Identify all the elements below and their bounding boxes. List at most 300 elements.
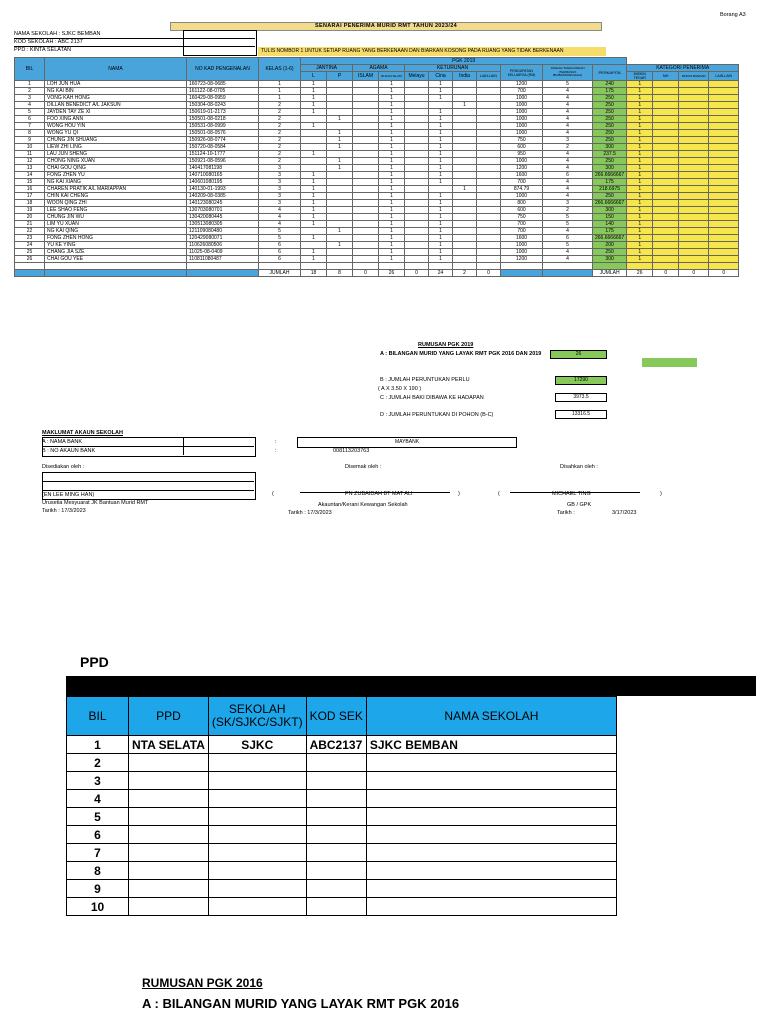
cell-kelas: 2: [259, 102, 301, 109]
account-no-label: B : NO AKAUN BANK: [42, 448, 96, 454]
ppd-cell-ppd: [129, 790, 209, 808]
cell-perkapita: 237.5: [593, 151, 627, 158]
cell-k2: [653, 165, 679, 172]
cell-india: [453, 81, 477, 88]
cell-pendapatan: 1600: [501, 235, 543, 242]
cell-bukan: 1: [379, 221, 405, 228]
signer1-date: Tarikh : 17/3/2023: [42, 508, 86, 514]
cell-k2: [653, 109, 679, 116]
cell-l: 1: [301, 102, 327, 109]
header-kelas: KELAS (1-6): [259, 58, 301, 81]
cell-kelas: 1: [259, 81, 301, 88]
cell-k4: [709, 95, 739, 102]
ppd-cell-kod: [306, 754, 366, 772]
cell-k2: [653, 151, 679, 158]
cell-p: [327, 249, 353, 256]
cell-mt: 1: [627, 193, 653, 200]
cell-p: 1: [327, 158, 353, 165]
cell-k4: [709, 249, 739, 256]
cell-melayu: [405, 179, 429, 186]
cell-ic: 121109080480: [187, 228, 259, 235]
total-lain: 0: [477, 270, 501, 277]
cell-tanggungan: 3: [543, 200, 593, 207]
header-l: L: [301, 72, 327, 81]
cell-k4: [709, 158, 739, 165]
ppd-header-sekolah: SEKOLAH (SK/SJKC/SJKT): [208, 697, 306, 736]
cell-kelas: 5: [259, 235, 301, 242]
cell-tanggungan: 5: [543, 221, 593, 228]
ppd-cell-kod: ABC2137: [306, 736, 366, 754]
table-row: [15, 102, 739, 109]
cell-cina: 1: [429, 214, 453, 221]
cell-tanggungan: 2: [543, 207, 593, 214]
cell-perkapita: 250: [593, 116, 627, 123]
cell-tanggungan: 4: [543, 256, 593, 263]
cell-k4: [709, 179, 739, 186]
cell-mt: 1: [627, 88, 653, 95]
cell-lain: [477, 207, 501, 214]
cell-ic: 11025-08-0409: [187, 249, 259, 256]
cell-ic: 150720-08-0584: [187, 144, 259, 151]
cell-l: [301, 242, 327, 249]
cell-pendapatan: 1200: [501, 81, 543, 88]
ppd-cell-bil: 9: [67, 880, 129, 898]
cell-k4: [709, 102, 739, 109]
akaun-heading: MAKLUMAT AKAUN SEKOLAH: [42, 430, 123, 436]
signer2-date: Tarikh : 17/3/2023: [288, 510, 332, 516]
cell-perkapita: 266.6666667: [593, 235, 627, 242]
cell-tanggungan: 6: [543, 235, 593, 242]
cell-tanggungan: 4: [543, 193, 593, 200]
cell-lain: [477, 249, 501, 256]
cell-nama: FONG ZHEN YU: [45, 172, 187, 179]
table-row: [15, 242, 739, 249]
cell-bukan: 1: [379, 200, 405, 207]
disemak-label: Disemak oleh :: [345, 464, 382, 470]
ppd-cell-kod: [306, 862, 366, 880]
cell-pendapatan: 1000: [501, 193, 543, 200]
ppd-header-nama: NAMA SEKOLAH: [366, 697, 616, 736]
cell-mt: 1: [627, 158, 653, 165]
table-row: [15, 151, 739, 158]
cell-bil: 14: [15, 172, 45, 179]
rumusan-c-label: C : JUMLAH BAKI DIBAWA KE HADAPAN: [380, 395, 484, 401]
cell-pendapatan: 1200: [501, 165, 543, 172]
cell-p: 1: [327, 130, 353, 137]
cell-l: 1: [301, 186, 327, 193]
cell-tanggungan: 4: [543, 179, 593, 186]
cell-k2: [653, 221, 679, 228]
cell-lain: [477, 88, 501, 95]
cell-l: 1: [301, 207, 327, 214]
cell-ic: 120429080071: [187, 235, 259, 242]
cell-perkapita: 300: [593, 165, 627, 172]
rumusan-c-value: 3973.5: [555, 393, 607, 402]
cell-nama: CHUNG JIN SHUANG: [45, 137, 187, 144]
ppd-row: [67, 772, 617, 790]
ppd-cell-sekolah: SJKC: [208, 736, 306, 754]
cell-l: 1: [301, 200, 327, 207]
cell-cina: 1: [429, 165, 453, 172]
cell-p: [327, 235, 353, 242]
cell-l: 1: [301, 235, 327, 242]
cell-melayu: [405, 172, 429, 179]
cell-lain: [477, 81, 501, 88]
cell-k4: [709, 172, 739, 179]
cell-islam: [353, 235, 379, 242]
divider: [42, 490, 254, 491]
cell-india: [453, 130, 477, 137]
total-label: JUMLAH: [259, 270, 301, 277]
cell-bil: 2: [15, 88, 45, 95]
divider: [14, 46, 255, 47]
page-title: SENARAI PENERIMA MURID RMT TAHUN 2023/24: [170, 22, 602, 31]
cell-p: [327, 193, 353, 200]
signer2-role: Akauntan/Kerani Kewangan Sekolah: [318, 502, 408, 508]
cell-nama: CHAI GOU YEE: [45, 256, 187, 263]
cell-ic: 110626080506: [187, 242, 259, 249]
total-islam: 0: [353, 270, 379, 277]
table-row: [15, 130, 739, 137]
cell-nama: CHONG NING XUAN: [45, 158, 187, 165]
cell-mt: 1: [627, 186, 653, 193]
cell-pendapatan: 1000: [501, 102, 543, 109]
cell-perkapita: 250: [593, 102, 627, 109]
blank-cell: [379, 263, 405, 270]
cell-india: [453, 88, 477, 95]
ppd-cell-kod: [306, 898, 366, 916]
cell-l: [301, 130, 327, 137]
blank-cell: [429, 263, 453, 270]
cell-mt: 1: [627, 95, 653, 102]
cell-islam: [353, 137, 379, 144]
cell-perkapita: 300: [593, 256, 627, 263]
cell-k4: [709, 88, 739, 95]
cell-nama: CHIN KAI CHENG: [45, 193, 187, 200]
cell-nama: NG KAI XIANG: [45, 179, 187, 186]
table-row: [15, 144, 739, 151]
table-row: [15, 81, 739, 88]
cell-k3: [679, 116, 709, 123]
cell-islam: [353, 207, 379, 214]
header-ic: NO KAD PENGENALAN: [187, 58, 259, 81]
cell-tanggungan: 5: [543, 242, 593, 249]
ppd-cell-ppd: [129, 880, 209, 898]
cell-lain: [477, 95, 501, 102]
ppd-row: [67, 754, 617, 772]
cell-k2: [653, 130, 679, 137]
signer1-name: (EN LEE MING HAN): [42, 492, 95, 498]
ppd-row: [67, 790, 617, 808]
cell-tanggungan: 4: [543, 158, 593, 165]
cell-ic: 160429-08-0959: [187, 95, 259, 102]
cell-mt: 1: [627, 81, 653, 88]
ppd-cell-bil: 3: [67, 772, 129, 790]
ppd-cell-kod: [306, 880, 366, 898]
ppd-header-bil: BIL: [67, 697, 129, 736]
cell-mt: 1: [627, 109, 653, 116]
cell-melayu: [405, 186, 429, 193]
cell-perkapita: 266.6666667: [593, 172, 627, 179]
blank-cell: [477, 263, 501, 270]
cell-melayu: [405, 200, 429, 207]
cell-islam: [353, 158, 379, 165]
signer3-date-label: Tarikh :: [557, 510, 575, 516]
cell-bukan: 1: [379, 179, 405, 186]
cell-bukan: 1: [379, 193, 405, 200]
cell-p: [327, 95, 353, 102]
cell-tanggungan: 4: [543, 130, 593, 137]
cell-k3: [679, 193, 709, 200]
cell-perkapita: 300: [593, 207, 627, 214]
cell-pendapatan: 874.79: [501, 186, 543, 193]
cell-islam: [353, 186, 379, 193]
cell-india: [453, 151, 477, 158]
cell-ic: 161122-08-0705: [187, 88, 259, 95]
cell-bil: 20: [15, 214, 45, 221]
cell-mt: 1: [627, 214, 653, 221]
cell-k3: [679, 242, 709, 249]
cell-melayu: [405, 158, 429, 165]
cell-perkapita: 250: [593, 158, 627, 165]
cell-l: 1: [301, 95, 327, 102]
cell-tanggungan: 4: [543, 228, 593, 235]
cell-k2: [653, 123, 679, 130]
colon: :: [275, 439, 277, 445]
total-blank: [187, 270, 259, 277]
cell-bil: 10: [15, 144, 45, 151]
cell-islam: [353, 130, 379, 137]
header-lain: LAIN-LAIN: [477, 72, 501, 81]
cell-nama: WONG HOU YIN: [45, 123, 187, 130]
cell-l: 1: [301, 109, 327, 116]
cell-k3: [679, 256, 709, 263]
cell-cina: 1: [429, 158, 453, 165]
cell-bil: 8: [15, 130, 45, 137]
header-kat3: MISKIN BANDAR: [679, 72, 709, 81]
table-row: [15, 186, 739, 193]
cell-bukan: 1: [379, 256, 405, 263]
cell-perkapita: 175: [593, 228, 627, 235]
rumusan-d-label: D : JUMLAH PERUNTUKAN DI POHON (B-C): [380, 412, 494, 418]
ppd-cell-bil: 2: [67, 754, 129, 772]
header-cina: Cina: [429, 72, 453, 81]
cell-ic: 150501-08-0576: [187, 130, 259, 137]
cell-melayu: [405, 95, 429, 102]
total-melayu: 0: [405, 270, 429, 277]
cell-bukan: 1: [379, 235, 405, 242]
cell-cina: 1: [429, 144, 453, 151]
cell-nama: FONG ZHEN HONG: [45, 235, 187, 242]
table-row: [15, 256, 739, 263]
total-blank: [501, 270, 543, 277]
table-row: [15, 235, 739, 242]
cell-kelas: 4: [259, 221, 301, 228]
cell-islam: [353, 256, 379, 263]
cell-p: 1: [327, 242, 353, 249]
cell-bukan: 1: [379, 95, 405, 102]
ppd-cell-kod: [306, 772, 366, 790]
cell-india: [453, 242, 477, 249]
ppd-cell-sekolah: [208, 844, 306, 862]
cell-ic: 130513080305: [187, 221, 259, 228]
cell-k3: [679, 249, 709, 256]
cell-ic: 160723-08-0685: [187, 81, 259, 88]
ppd-cell-ppd: [129, 844, 209, 862]
cell-cina: 1: [429, 179, 453, 186]
cell-k2: [653, 81, 679, 88]
cell-p: [327, 200, 353, 207]
cell-k2: [653, 207, 679, 214]
cell-india: [453, 221, 477, 228]
ppd-cell-sekolah: [208, 772, 306, 790]
header-melayu: Melayu: [405, 72, 429, 81]
cell-p: [327, 256, 353, 263]
cell-melayu: [405, 109, 429, 116]
blank-cell: [709, 263, 739, 270]
cell-bil: 18: [15, 200, 45, 207]
cell-kelas: 2: [259, 144, 301, 151]
cell-l: [301, 228, 327, 235]
cell-cina: [429, 102, 453, 109]
cell-tanggungan: 4: [543, 109, 593, 116]
ppd-cell-nama: [366, 844, 616, 862]
cell-k3: [679, 172, 709, 179]
rumusan-a-label: A : BILANGAN MURID YANG LAYAK RMT PGK 2016 DAN 2019: [380, 351, 542, 357]
cell-mt: 1: [627, 228, 653, 235]
cell-pendapatan: 1000: [501, 109, 543, 116]
cell-bil: 25: [15, 249, 45, 256]
cell-bil: 4: [15, 102, 45, 109]
cell-cina: 1: [429, 81, 453, 88]
cell-k4: [709, 200, 739, 207]
total-label2: JUMLAH: [593, 270, 627, 277]
cell-k3: [679, 137, 709, 144]
ppd-cell-bil: 7: [67, 844, 129, 862]
ppd-cell-sekolah: [208, 826, 306, 844]
cell-kelas: 2: [259, 123, 301, 130]
cell-nama: LAU JUN SHENG: [45, 151, 187, 158]
cell-bil: 6: [15, 116, 45, 123]
cell-ic: 140601080195: [187, 179, 259, 186]
cell-kelas: 2: [259, 116, 301, 123]
cell-k3: [679, 228, 709, 235]
header-islam: ISLAM: [353, 72, 379, 81]
cell-bukan: 1: [379, 172, 405, 179]
cell-india: [453, 137, 477, 144]
cell-bil: 3: [15, 95, 45, 102]
rumusan-b-label: B : JUMLAH PERUNTUKAN PERLU: [380, 377, 470, 383]
cell-bukan: 1: [379, 137, 405, 144]
table-row: [15, 228, 739, 235]
cell-india: [453, 179, 477, 186]
cell-perkapita: 266.6666667: [593, 200, 627, 207]
cell-pendapatan: 800: [501, 200, 543, 207]
cell-cina: 1: [429, 235, 453, 242]
cell-bil: 1: [15, 81, 45, 88]
cell-p: 1: [327, 165, 353, 172]
cell-k3: [679, 109, 709, 116]
cell-india: [453, 158, 477, 165]
cell-l: 1: [301, 179, 327, 186]
cell-k3: [679, 200, 709, 207]
cell-bukan: 1: [379, 158, 405, 165]
total-l: 18: [301, 270, 327, 277]
cell-kelas: 4: [259, 207, 301, 214]
cell-lain: [477, 242, 501, 249]
cell-nama: LEE SHAO FENG: [45, 207, 187, 214]
cell-islam: [353, 165, 379, 172]
cell-islam: [353, 102, 379, 109]
cell-k2: [653, 137, 679, 144]
table-row: [15, 158, 739, 165]
header-keturunan: KETURUNAN: [405, 65, 501, 72]
cell-perkapita: 250: [593, 109, 627, 116]
ppd-cell-bil: 1: [67, 736, 129, 754]
ppd-cell-nama: [366, 790, 616, 808]
cell-mt: 1: [627, 249, 653, 256]
table-row: [15, 123, 739, 130]
cell-pendapatan: 1600: [501, 172, 543, 179]
cell-k2: [653, 235, 679, 242]
cell-melayu: [405, 130, 429, 137]
cell-india: [453, 95, 477, 102]
blank-cell: [501, 263, 543, 270]
cell-india: [453, 144, 477, 151]
cell-k3: [679, 144, 709, 151]
cell-bil: 26: [15, 256, 45, 263]
cell-kelas: 2: [259, 151, 301, 158]
disahkan-label: Disahkan oleh :: [560, 464, 598, 470]
cell-l: [301, 137, 327, 144]
cell-k4: [709, 137, 739, 144]
cell-nama: DILLAN BENEDICT A/L JAKSUN: [45, 102, 187, 109]
cell-bukan: 1: [379, 123, 405, 130]
cell-l: [301, 158, 327, 165]
header-nama: NAMA: [45, 58, 187, 81]
cell-l: 1: [301, 123, 327, 130]
cell-l: [301, 116, 327, 123]
cell-melayu: [405, 228, 429, 235]
cell-bukan: 1: [379, 116, 405, 123]
cell-p: [327, 102, 353, 109]
table-row: [15, 165, 739, 172]
cell-perkapita: 175: [593, 179, 627, 186]
blank-cell: [679, 263, 709, 270]
cell-pendapatan: 1000: [501, 242, 543, 249]
cell-perkapita: 140: [593, 221, 627, 228]
cell-melayu: [405, 249, 429, 256]
cell-l: 1: [301, 214, 327, 221]
cell-l: 1: [301, 88, 327, 95]
cell-k4: [709, 193, 739, 200]
instruction-banner: TULIS NOMBOR 1 UNTUK SETIAP RUANG YANG BERKENAAN DAN BIARKAN KOSONG PADA RUANG YANG TIDAK BERKENAAN: [258, 47, 606, 56]
total-p: 8: [327, 270, 353, 277]
cell-k2: [653, 179, 679, 186]
cell-nama: LIEW ZHI LING: [45, 144, 187, 151]
cell-bukan: 1: [379, 109, 405, 116]
ppd-cell-sekolah: [208, 880, 306, 898]
total-blank: [543, 270, 593, 277]
header-jantina: JANTINA: [301, 65, 353, 72]
rumusan-b-value: 17290: [555, 376, 607, 385]
paren-close: ): [458, 491, 460, 497]
cell-mt: 1: [627, 123, 653, 130]
cell-nama: YU KE YING: [45, 242, 187, 249]
cell-k2: [653, 193, 679, 200]
cell-pendapatan: 750: [501, 214, 543, 221]
ppd-cell-nama: [366, 862, 616, 880]
